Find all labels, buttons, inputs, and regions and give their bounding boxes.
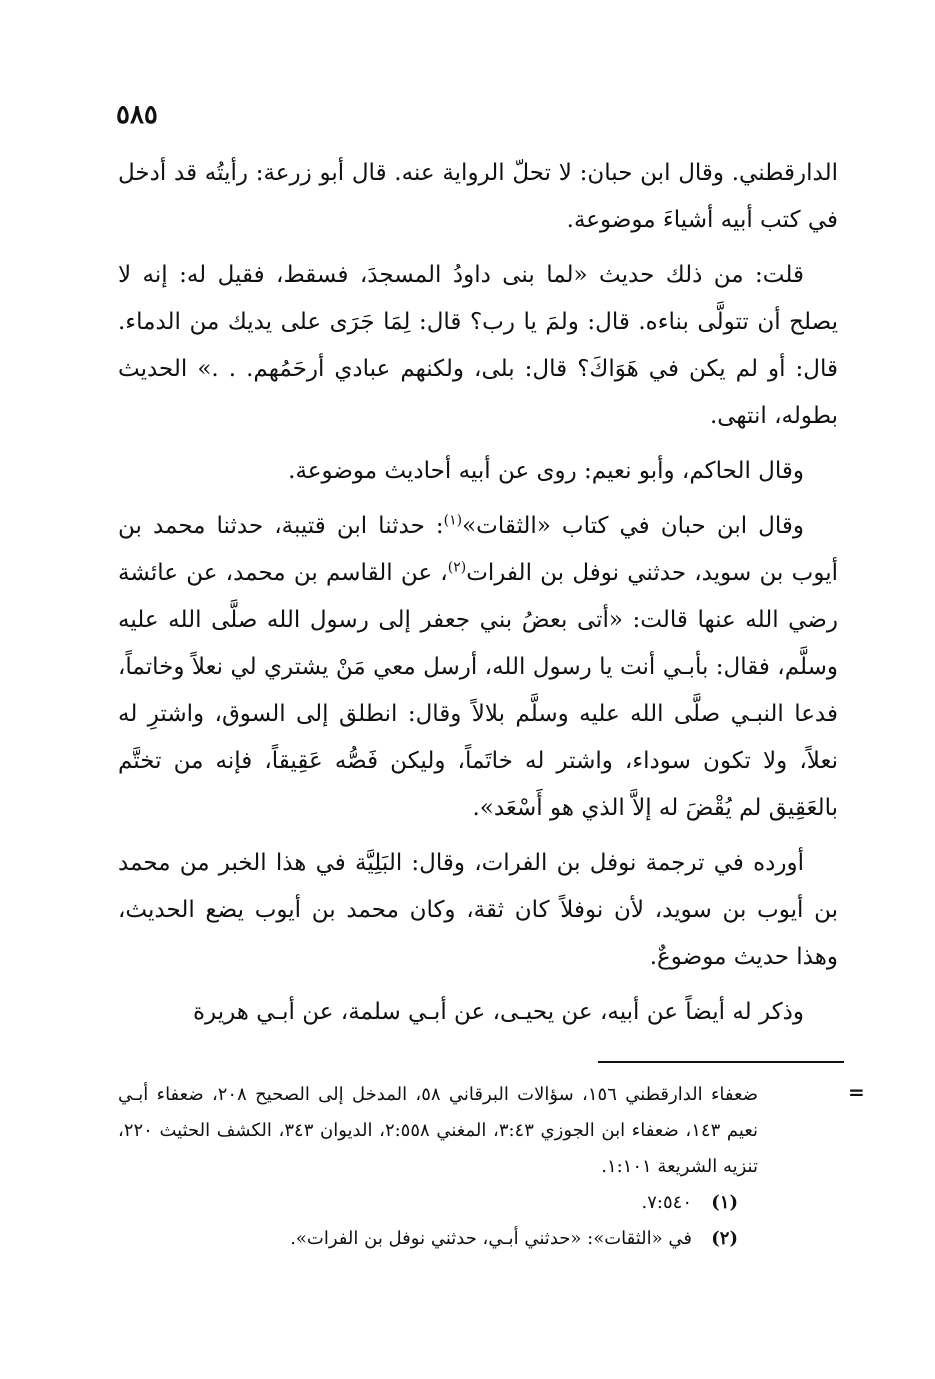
paragraph-5: أورده في ترجمة نوفل بن الفرات، وقال: البَلِيَّة في هذا الخبر من محمد بن أيوب بن سويد، لأن نوفلاً كان ثقة، وكان محمد بن أيوب يضع الحديث، وهذا حديث موضوعٌ. — [118, 850, 838, 970]
footnote-2 — [118, 1221, 738, 1257]
footnote-1-number: (١) — [711, 1192, 738, 1213]
footnote-ref-1[interactable]: (١) — [443, 512, 463, 529]
paragraph-4-part-c: ، عن القاسم بن محمد، عن عائشة رضي الله عنها قالت: «أتى بعضُ بني جعفر إلى رسول الله صلَّى الله عليه وسلَّم، فقال: بأبـي أنت يا رسول الله، أرسل معي مَنْ يشتري لي نعلاً وخاتماً، فدعا النبـي صلَّى الله عليه وسلَّم بلالاً وقال: انطلق إلى السوق، واشترِ له نعلاً، ولا تكون سوداء، واشتر له خاتَماً، وليكن فَصُّه عَقِيقاً، فإنه من تختَّم بالعَقِيق لم يُقْضَ له إلاَّ الذي هو أَسْعَد». — [118, 560, 838, 821]
page-number: ٥٨٥ — [116, 100, 158, 130]
footnote-continuation-marker: = — [848, 1080, 865, 1104]
paragraph-3: وقال الحاكم، وأبو نعيم: روى عن أبيه أحاديث موضوعة. — [288, 458, 804, 484]
paragraph-2: قلت: من ذلك حديث «لما بنى داودُ المسجدَ، فسقط، فقيل له: إنه لا يصلح أن تتولَّى بناءه. قال: ولمَ يا رب؟ قال: لِمَا جَرَى على يديك من الدماء. قال: أو لم يكن في هَوَاكَ؟ قال: بلى، ولكنهم عبادي أرحَمُهم. . .» الحديث بطوله، انتهى. — [118, 262, 838, 429]
footnote-2-number: (٢) — [711, 1228, 738, 1249]
paragraph-4 — [118, 503, 838, 832]
footnotes — [118, 1077, 758, 1257]
footnote-2-text: في «الثقات»: «حدثني أبـي، حدثني نوفل بن الفرات». — [290, 1228, 692, 1249]
main-text — [118, 150, 838, 1044]
footnote-1-text: ٧:٥٤٠. — [641, 1192, 692, 1213]
footnote-divider — [598, 1061, 844, 1063]
footnote-1 — [118, 1185, 738, 1221]
paragraph-4-part-b: : حدثنا ابن قتيبة، حدثنا محمد بن أيوب بن سويد، حدثني نوفل بن الفرات — [118, 513, 838, 586]
paragraph-4-part-a: وقال ابن حبان في كتاب «الثقات» — [462, 513, 804, 539]
paragraph-1: الدارقطني. وقال ابن حبان: لا تحلّ الرواية عنه. قال أبو زرعة: رأيتُه قد أدخل في كتب أبيه أشياءَ موضوعة. — [118, 160, 838, 233]
footnote-continued: ضعفاء الدارقطني ١٥٦، سؤالات البرقاني ٥٨، المدخل إلى الصحيح ٢٠٨، ضعفاء أبـي نعيم ١٤٣، ضعفاء ابن الجوزي ٣:٤٣، المغني ٢:٥٥٨، الديوان ٣٤٣، الكشف الحثيث ٢٢٠، تنزيه الشريعة ١:١٠١. — [118, 1084, 759, 1177]
footnote-ref-2[interactable]: (٢) — [447, 559, 467, 576]
paragraph-6: وذكر له أيضاً عن أبيه، عن يحيـى، عن أبـي سلمة، عن أبـي هريرة — [192, 999, 804, 1025]
